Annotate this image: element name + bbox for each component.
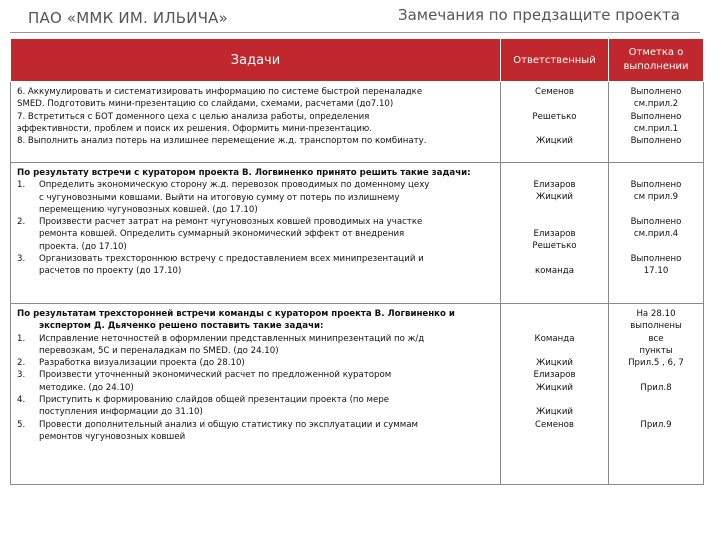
task-text: Определить экономическую сторону ж.д. перевозок проводимых по доменному цеху xyxy=(39,180,430,191)
responsible-name: Жицкий xyxy=(535,358,574,369)
status-cell xyxy=(609,163,704,304)
status-text: см прил.9 xyxy=(633,192,679,203)
column-header-status: Отметка о выполнении xyxy=(609,39,704,82)
status-cell xyxy=(609,304,704,485)
status-text: см.прил.2 xyxy=(633,99,679,110)
status-text: Выполнено xyxy=(630,253,682,264)
status-text: Прил.9 xyxy=(640,419,672,430)
status-text: Выполнено xyxy=(630,136,682,147)
task-text: с чугуновозными ковшами. Выйти на итоговую сумму от потерь по излишнему xyxy=(39,192,400,203)
task-line: эффективности, проблем и поиск их решения. Оформить мини-презентацию. xyxy=(17,123,372,134)
task-text: ремонта ковшей. Определить суммарный экономический эффект от внедрения xyxy=(39,229,405,240)
task-text: перемещению чугуновозных ковшей. (до 17.10) xyxy=(39,204,258,215)
company-name: ПАО «ММК ИМ. ИЛЬИЧА» xyxy=(28,9,229,27)
task-line: 6. Аккумулировать и систематизировать информацию по системе быстрой переналадке xyxy=(17,87,423,97)
responsible-name: Жицкий xyxy=(535,192,574,203)
task-text: методике. (до 24.10) xyxy=(39,382,134,393)
status-text: все xyxy=(648,333,664,344)
responsible-name: Елизаров xyxy=(533,180,576,190)
status-text: см.прил.1 xyxy=(633,123,679,134)
status-text: Выполнено xyxy=(630,216,682,227)
responsible-name: Решетько xyxy=(532,111,577,122)
task-text: Произвести уточненный экономический расчет по предложенной куратором xyxy=(39,370,392,381)
task-item xyxy=(17,369,494,381)
task-text: Произвести расчет затрат на ремонт чугуновозных ковшей проводимых на участке xyxy=(39,217,423,228)
task-number: 5. xyxy=(17,419,26,430)
responsible-name: Жицкий xyxy=(535,382,574,393)
remarks-table xyxy=(10,38,704,485)
task-text: Исправление неточностей в оформлении представленных минипрезентаций по ж/д xyxy=(39,333,425,344)
column-header-tasks: Задачи xyxy=(11,39,501,82)
task-intro: По результату встречи с куратором проекта В. Логвиненко принято решить такие задачи: xyxy=(17,168,471,178)
table-row xyxy=(11,163,704,304)
header-divider xyxy=(10,32,700,33)
status-text: Прил.8 xyxy=(640,382,672,393)
task-number: 1. xyxy=(17,180,26,191)
responsible-name: Команда xyxy=(534,333,575,344)
task-text: Приступить к формированию слайдов общей презентации проекта (по мере xyxy=(39,395,390,406)
tasks-cell xyxy=(11,163,501,304)
status-text: Выполнено xyxy=(630,180,682,190)
task-text: проекта. (до 17.10) xyxy=(39,241,127,252)
task-text: Разработка визуализации проекта (до 28.10) xyxy=(39,358,245,369)
task-item xyxy=(17,179,494,191)
task-number: 1. xyxy=(17,333,26,344)
status-text: Выполнено xyxy=(630,111,682,122)
status-text: пункты xyxy=(639,345,673,356)
task-item xyxy=(17,419,494,431)
table-row xyxy=(11,304,704,485)
task-text: Провести дополнительный анализ и общую статистику по эксплуатации и суммам xyxy=(39,419,418,430)
status-text: см.прил.4 xyxy=(633,229,679,240)
task-line: 8. Выполнить анализ потерь на излишнее перемещение ж.д. транспортом по комбинату. xyxy=(17,136,427,147)
status-text: выполнены xyxy=(630,321,682,332)
column-header-responsible: Ответственный xyxy=(501,39,609,82)
page-title: Замечания по предзащите проекта xyxy=(398,6,680,24)
responsible-name: Решетько xyxy=(532,241,577,252)
status-text: 17.10 xyxy=(643,266,669,277)
task-text: расчетов по проекту (до 17.10) xyxy=(39,266,182,277)
task-intro: По результатам трехсторонней встречи команды с куратором проекта В. Логвиненко и xyxy=(17,309,455,319)
task-text: перевозкам, 5С и переналадкам по SMED. (до 24.10) xyxy=(39,345,279,356)
task-number: 2. xyxy=(17,217,26,228)
tasks-cell xyxy=(11,82,501,163)
responsible-name: Семенов xyxy=(535,419,574,430)
task-number: 3. xyxy=(17,254,26,265)
task-item xyxy=(17,253,494,265)
table-header-row xyxy=(11,39,704,82)
task-number: 4. xyxy=(17,395,26,406)
responsible-name: Жицкий xyxy=(535,407,574,418)
tasks-cell xyxy=(11,304,501,485)
task-text: Организовать трехстороннюю встречу с предоставлением всех минипрезентаций и xyxy=(39,254,424,265)
task-item xyxy=(17,333,494,345)
responsible-name: команда xyxy=(534,266,575,277)
task-text: поступления информации до 31.10) xyxy=(39,407,203,418)
responsible-name: Семенов xyxy=(535,87,574,97)
responsible-name: Елизаров xyxy=(533,229,576,240)
task-text: ремонтов чугуновозных ковшей xyxy=(39,431,186,442)
task-intro: экспертом Д. Дьяченко решено поставить такие задачи: xyxy=(39,321,324,332)
status-cell xyxy=(609,82,704,163)
responsible-name: Елизаров xyxy=(533,370,576,381)
status-text: Прил.5 , 6, 7 xyxy=(628,358,684,369)
table-row xyxy=(11,82,704,163)
task-number: 2. xyxy=(17,358,26,369)
status-text: На 28.10 xyxy=(636,309,676,319)
responsible-cell xyxy=(501,304,609,485)
task-item xyxy=(17,216,494,228)
task-line: SMED. Подготовить мини-презентацию со слайдами, схемами, расчетами (до7.10) xyxy=(17,99,394,110)
task-number: 3. xyxy=(17,370,26,381)
responsible-name: Жицкий xyxy=(535,136,574,147)
task-item xyxy=(17,394,494,406)
status-text: Выполнено xyxy=(630,87,682,97)
responsible-cell xyxy=(501,82,609,163)
task-line: 7. Встретиться с БОТ доменного цеха с целью анализа работы, определения xyxy=(17,111,370,122)
task-item xyxy=(17,357,494,369)
responsible-cell xyxy=(501,163,609,304)
